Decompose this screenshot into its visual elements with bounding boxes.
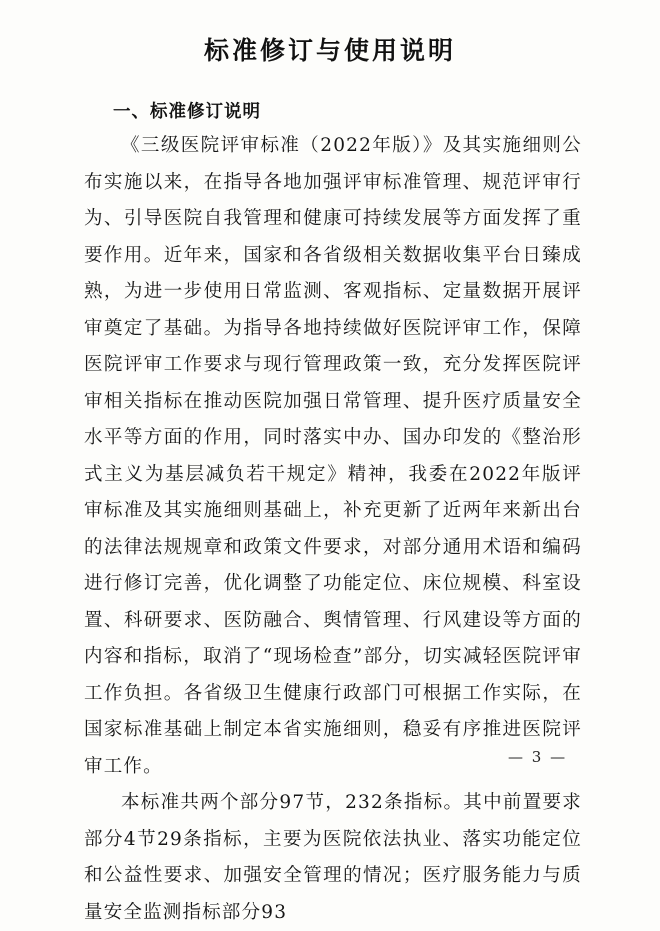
page-number: — 3 — (508, 748, 568, 766)
paragraph-2: 本标准共两个部分97节，232条指标。其中前置要求部分4节29条指标，主要为医院依法执业、落实功能定位和公益性要求、加强安全管理的情况；医疗服务能力与质量安全监测指标部分93 (84, 792, 582, 923)
paragraph-1: 《三级医院评审标准（2022年版）》及其实施细则公布实施以来，在指导各地加强评审标准管理、规范评审行为、引导医院自我管理和健康可持续发展等方面发挥了重要作用。近年来，国家和各省级相关数据收集平台日臻成熟，为进一步使用日常监测、客观指标、定量数据开展评审奠定了基础。为指导各地持续做好医院评审工作，保障医院评审工作要求与现行管理政策一致，充分发挥医院评审相关指标在推动医院加强日常管理、提升医疗质量安全水平等方面的作用，同时落实中办、国办印发的《整治形式主义为基层减负若干规定》精神，我委在2022年版评审标准及其实施细则基础上，补充更新了近两年来新出台的法律法规规章和政策文件要求，对部分通用术语和编码进行修订完善，优化调整了功能定位、床位规模、科室设置、科研要求、医防融合、舆情管理、行风建设等方面的内容和指标，取消了“现场检查”部分，切实减轻医院评审工作负担。各省级卫生健康行政部门可根据工作实际，在国家标准基础上制定本省实施细则，稳妥有序推进医院评审工作。 (84, 135, 582, 777)
section-heading: 一、标准修订说明 (113, 102, 261, 122)
document-title: 标准修订与使用说明 (203, 36, 456, 65)
document-body (84, 128, 582, 931)
